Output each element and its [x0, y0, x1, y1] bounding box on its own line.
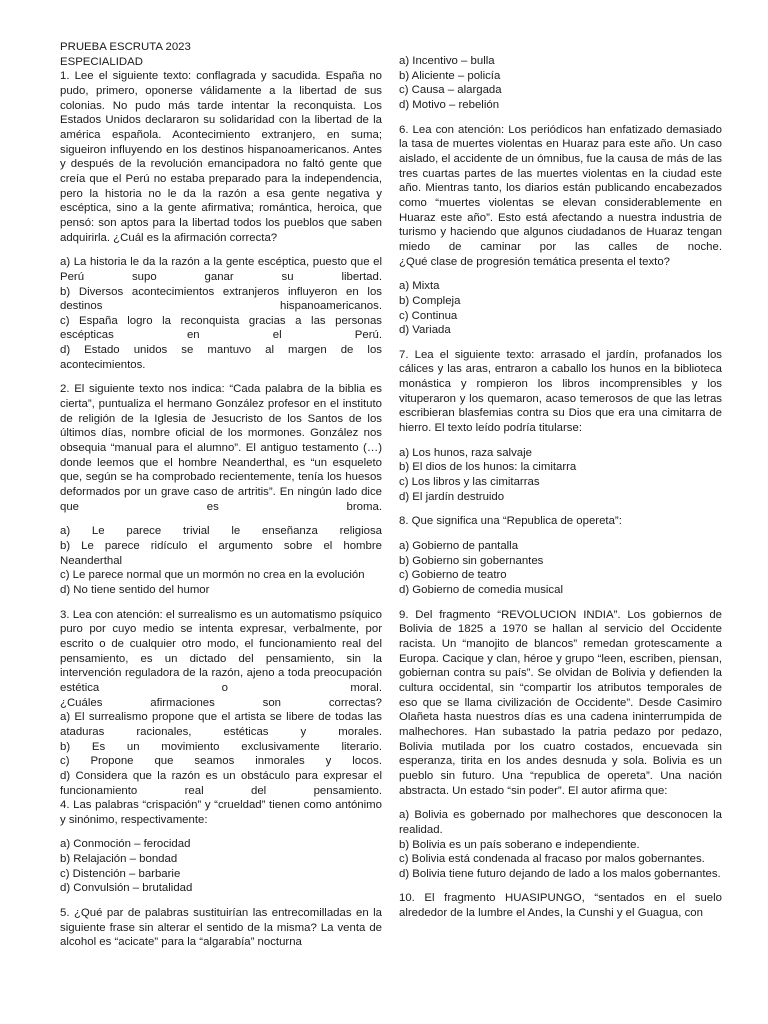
question-4-option-a: a) Conmoción – ferocidad: [60, 838, 191, 851]
question-6-option-a: a) Mixta: [399, 280, 440, 293]
question-8-option-b: b) Gobierno sin gobernantes: [399, 554, 544, 567]
question-5-option-b: b) Aliciente – policía: [399, 69, 501, 82]
question-2-option-a: a) Le parece trivial le enseñanza religiosa: [60, 525, 382, 538]
question-1-option-b: b) Diversos acontecimientos extranjeros influyeron en los destinos hispanoamericanos.: [60, 285, 382, 313]
question-5-option-c: c) Causa – alargada: [399, 84, 502, 97]
question-6-option-d: d) Variada: [399, 324, 451, 337]
question-5-stem: 5. ¿Qué par de palabras sustituirían las entrecomilladas en la siguiente frase sin alterar el sentido de la misma? La venta de alcohol es “acicate” para la “algarabía” nocturna: [60, 907, 382, 949]
question-8-option-c: c) Gobierno de teatro: [399, 569, 507, 582]
document-title: PRUEBA ESCRUTA 2023: [60, 41, 191, 53]
question-1-option-d: d) Estado unidos se mantuvo al margen de los acontecimientos.: [60, 344, 382, 371]
question-3-stem: 3. Lea con atención: el surrealismo es un automatismo psíquico puro por cuyo medio se intenta expresar, verbalmente, por escrito o de cualquier otro modo, el funcionamiento real del pensamiento, es un dictado del pensamiento, sin la intervención reguladora de la razón, ajeno a toda preocupación estética o moral.: [60, 608, 382, 694]
question-8-stem: 8. Que significa una “Republica de opereta”:: [399, 515, 622, 528]
question-9-option-d: d) Bolivia tiene futuro dejando de lado a los malos gobernantes.: [399, 867, 721, 880]
question-4-stem: 4. Las palabras “crispación” y “crueldad” tienen como antónimo y sinónimo, respectivamente:: [60, 799, 382, 826]
question-3-option-c: c) Propone que seamos inmorales y locos.: [60, 755, 382, 768]
question-10-stem: 10. El fragmento HUASIPUNGO, “sentados en el suelo alrededor de la lumbre el Andes, la Cunshi y el Guagua, con: [399, 892, 722, 920]
question-5-option-a: a) Incentivo – bulla: [399, 55, 495, 67]
question-3-question: ¿Cuáles afirmaciones son correctas?: [60, 696, 382, 709]
question-7-option-a: a) Los hunos, raza salvaje: [399, 446, 532, 459]
question-1-stem: 1. Lee el siguiente texto: conflagrada y sacudida. España no pudo, primero, oponerse válidamente a la libertad de sus colonias. No pudo más tarde intentar la reconquista. Los Estados Unidos declararon su solidaridad con la libertad de la américa española. Acontecimiento extranjero, en suma; sigueiron influyendo en los destinos hispanoamericanos. Antes y después de la revolución emancipadora no faltó gente que creía que el Perú no estaba preparado para la independencia, pero la historia no le da la razón a esa gente negativa y escéptica, sino a la gente afirmativa; romántica, heroica, que pensó: son aptos para la libertad todos los pueblos que saben adquirirla. ¿Cuál es la afirmación correcta?: [60, 70, 382, 244]
question-7-option-b: b) El dios de los hunos: la cimitarra: [399, 461, 577, 474]
question-6-option-b: b) Compleja: [399, 294, 461, 307]
question-4-option-d: d) Convulsión – brutalidad: [60, 882, 193, 895]
question-5-option-d: d) Motivo – rebelión: [399, 98, 500, 111]
question-1-option-c: c) España logro la reconquista gracias a las personas escépticas en el Perú.: [60, 314, 382, 342]
question-2-option-b: b) Le parece ridículo el argumento sobre el hombre Neanderthal: [60, 540, 382, 567]
question-2-option-d: d) No tiene sentido del humor: [60, 583, 210, 596]
question-7-option-c: c) Los libros y las cimitarras: [399, 476, 540, 489]
question-8-option-a: a) Gobierno de pantalla: [399, 540, 519, 553]
question-9-option-b: b) Bolivia es un país soberano e independiente.: [399, 838, 640, 851]
question-4-option-b: b) Relajación – bondad: [60, 853, 178, 866]
document-subtitle: ESPECIALIDAD: [60, 55, 143, 68]
right-column: [399, 40, 722, 921]
question-6-option-c: c) Continua: [399, 309, 458, 322]
question-4-option-c: c) Distención – barbarie: [60, 867, 181, 880]
question-3-option-d: d) Considera que la razón es un obstáculo para expresar el funcionamiento real del pensamiento.: [60, 769, 382, 797]
question-2-option-c: c) Le parece normal que un mormón no crea en la evolución: [60, 569, 365, 582]
question-7-stem: 7. Lea el siguiente texto: arrasado el jardín, profanados los cálices y las aras, entraron a caballo los hunos en la biblioteca monástica y rompieron los libros incomprensibles y los vituperaron y los quemaron, acaso temerosos de que las letras escribieran blasfemias contra su Dios que era una cimitarra de hierro. El texto leído podría titularse:: [399, 348, 722, 435]
question-7-option-d: d) El jardín destruido: [399, 490, 505, 503]
question-6-question: ¿Qué clase de progresión temática presenta el texto?: [399, 255, 670, 268]
question-6-stem: 6. Lea con atención: Los periódicos han enfatizado demasiado la tasa de muertes violentas en Huaraz para este año. Un caso aislado, el accidente de un ómnibus, fue la causa de más de las tres cuartas partes de las muertes violentas en la ciudad este año. Mientras tanto, los diarios están publicando encabezados como “muertes violentas se elevan considerablemente en Huaraz este año”. Esto está afectando a nuestra industria de turismo y haciendo que algunos ciudadanos de Huaraz tengan miedo de caminar por las calles de noche.: [399, 123, 722, 253]
left-column: [60, 40, 382, 950]
question-9-option-a: a) Bolivia es gobernado por malhechores que desconocen la realidad.: [399, 809, 722, 836]
question-9-option-c: c) Bolivia está condenada al fracaso por malos gobernantes.: [399, 853, 705, 866]
question-3-option-b: b) Es un movimiento exclusivamente literario.: [60, 740, 382, 753]
question-9-stem: 9. Del fragmento “REVOLUCION INDIA”. Los gobiernos de Bolivia de 1825 a 1970 se hallan al servicio del Occidente racista. Un “manojito de blancos” remedan grotescamente a Europa. Cacique y clan, héroe y grupo “leen, escriben, piensan, gobiernan contra su país”. Se olvidan de Bolivia y defienden la cultura occidental, sin “compartir los atributos temporales de eso que se llama civilización de Occidente”. Desde Casimiro Olañeta hasta nuestros días es una cadena ininterrumpida de malhechores. Han subastado la patria pedazo por pedazo, Bolivia mutilada por los cuatro costados, encuevada sin esperanza, tirita en los andes desnuda y sola. Bolivia es un pueblo sin futuro. Una “republica de opereta”. Una nación abstracta. Un estado “sin poder”. El autor afirma que:: [399, 608, 722, 797]
question-8-option-d: d) Gobierno de comedia musical: [399, 584, 563, 596]
question-1-option-a: a) La historia le da la razón a la gente escéptica, puesto que el Perú supo ganar su libertad.: [60, 256, 382, 283]
question-2-stem: 2. El siguiente texto nos indica: “Cada palabra de la biblia es cierta”, puntualiza el hermano González profesor en el instituto de religión de la Iglesia de Jesucristo de los Santos de los últimos días, nombre oficial de los mormones. González nos obsequia “manual para el alumno”. El antiguo testamento (…) donde leemos que el hombre Neanderthal, es “un esqueleto que, según se ha comprobado recientemente, tenía los huesos deformados por un grave caso de artritis”. En ningún lado dice que es broma.: [60, 383, 382, 513]
question-3-option-a: a) El surrealismo propone que el artista se libere de todas las ataduras racionales, estéticas y morales.: [60, 711, 382, 738]
